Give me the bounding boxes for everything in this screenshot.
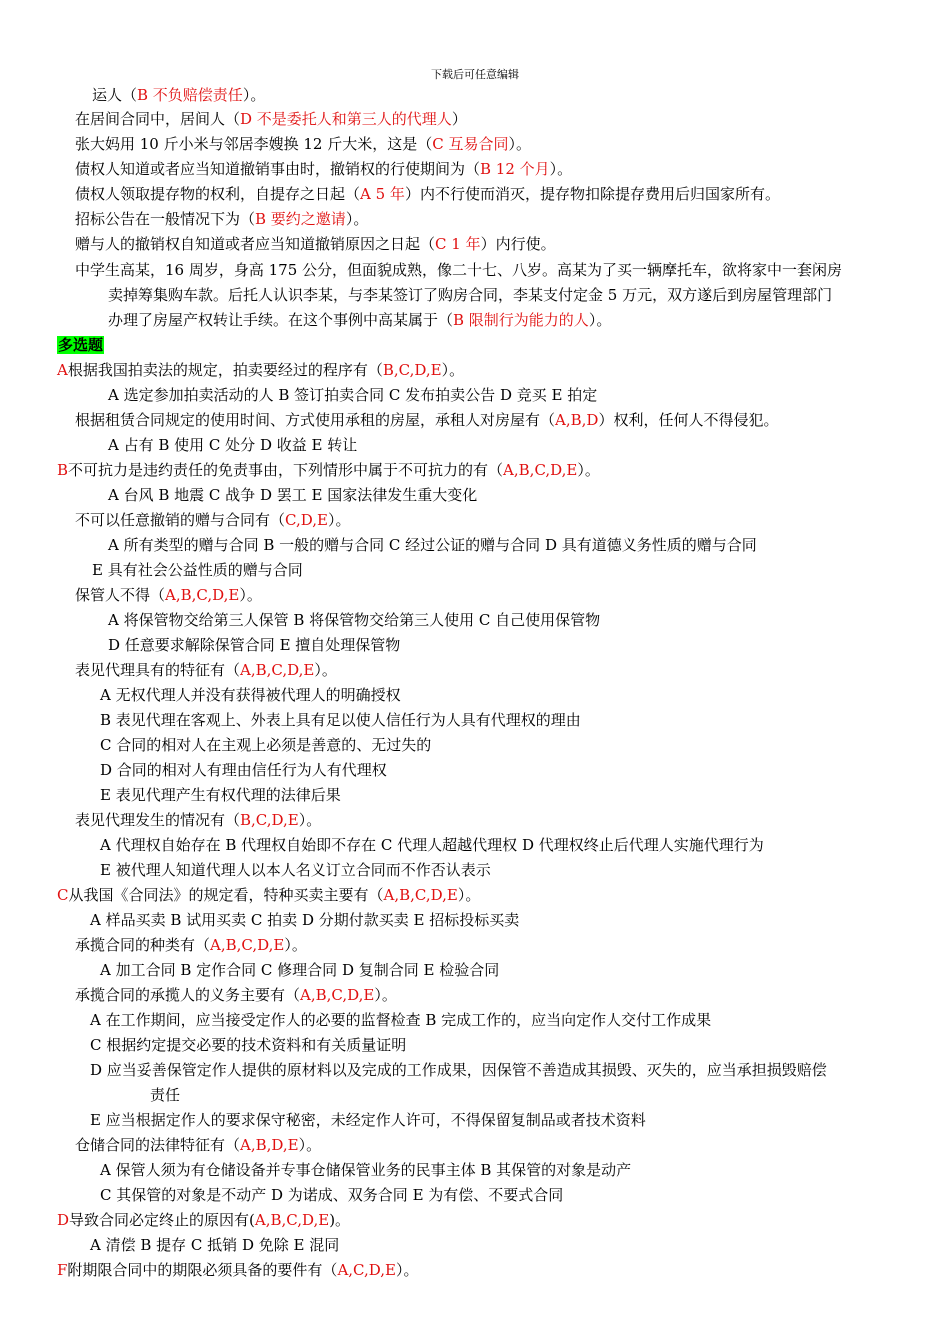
question-text: 保管人不得（ (75, 586, 166, 604)
question-tail: ）。 (298, 1136, 322, 1154)
answer-text: A,C,D,E (337, 1261, 396, 1279)
index-letter: F (57, 1261, 68, 1279)
answer-text: B 不负赔偿责任 (137, 86, 243, 104)
document-line (75, 658, 337, 682)
answer-text: C 互易合同 (432, 135, 509, 153)
document-line (75, 983, 397, 1007)
document-line (108, 308, 611, 332)
question-tail: ）。 (457, 886, 481, 904)
document-line (75, 258, 842, 282)
question-text: 债权人领取提存物的权利，自提存之日起（ (75, 185, 361, 203)
answer-text: A,B,C,D,E (240, 661, 315, 679)
document-line (75, 408, 778, 432)
question-tail: ）。 (242, 86, 266, 104)
question-tail: ） (451, 110, 467, 128)
document-line (75, 157, 572, 181)
question-tail: ）。 (327, 511, 351, 529)
answer-text: B 限制行为能力的人 (453, 311, 589, 329)
document-line (57, 1208, 350, 1232)
answer-text: A,B,C,D,E (165, 586, 240, 604)
line-text: A 将保管物交给第三人保管 B 将保管物交给第三人使用 C 自己使用保管物 (108, 611, 601, 629)
question-text: 承揽合同的承揽人的义务主要有（ (75, 986, 301, 1004)
document-line (90, 1233, 339, 1257)
index-letter: A (57, 361, 68, 379)
document-line (75, 808, 321, 832)
line-text: A 占有 B 使用 C 处分 D 收益 E 转让 (108, 436, 358, 454)
document-line (57, 883, 480, 907)
document-line (75, 933, 307, 957)
question-text: 导致合同必定终止的原因有( (69, 1211, 255, 1229)
answer-text: A,B,D,E (240, 1136, 299, 1154)
index-letter: B (57, 461, 69, 479)
line-text: D 合同的相对人有理由信任行为人有代理权 (100, 761, 387, 779)
question-tail: ）权利，任何人不得侵犯。 (598, 411, 779, 429)
answer-text: A,B,C,D,E (300, 986, 375, 1004)
answer-text: A,B,C,D,E (503, 461, 578, 479)
line-text: A 保管人须为有仓储设备并专事仓储保管业务的民事主体 B 其保管的对象是动产 (100, 1161, 632, 1179)
document-line (90, 908, 519, 932)
document-line (100, 833, 764, 857)
question-tail: ）。 (395, 1261, 419, 1279)
question-tail: ）内不行使而消灭，提存物扣除提存费用后归国家所有。 (404, 185, 780, 203)
document-line (100, 733, 431, 757)
line-text: A 无权代理人并没有获得被代理人的明确授权 (100, 686, 401, 704)
question-text: 根据租赁合同规定的使用时间、方式使用承租的房屋，承租人对房屋有（ (75, 411, 556, 429)
line-text: C 合同的相对人在主观上必须是善意的、无过失的 (100, 736, 432, 754)
document-line (100, 1158, 631, 1182)
document-line (100, 758, 387, 782)
document-line (108, 608, 600, 632)
index-letter: D (57, 1211, 70, 1229)
question-tail: ）。 (298, 811, 322, 829)
document-line (75, 132, 531, 156)
line-text: A 所有类型的赠与合同 B 一般的赠与合同 C 经过公证的赠与合同 D 具有道德义务性质的赠与合同 (108, 536, 757, 554)
document-line (108, 283, 832, 307)
question-text: 办理了房屋产权转让手续。在这个事例中高某属于（ (108, 311, 454, 329)
document-line (90, 1058, 827, 1082)
question-text: 仓储合同的法律特征有（ (75, 1136, 241, 1154)
document-line (75, 583, 262, 607)
document-line (90, 1033, 406, 1057)
question-text: 不可以任意撤销的赠与合同有（ (75, 511, 286, 529)
question-text: 承揽合同的种类有（ (75, 936, 211, 954)
line-text: A 样品买卖 B 试用买卖 C 拍卖 D 分期付款买卖 E 招标投标买卖 (90, 911, 520, 929)
document-line (92, 558, 303, 582)
document-line (75, 107, 467, 131)
index-letter: C (57, 886, 69, 904)
line-text: A 代理权自始存在 B 代理权自始即不存在 C 代理人超越代理权 D 代理权终止后代理人实施代理行为 (100, 836, 764, 854)
document-line (108, 483, 477, 507)
document-line (108, 633, 400, 657)
line-text: 责任 (150, 1086, 181, 1104)
question-text: 不可抗力是违约责任的免责事由，下列情形中属于不可抗力的有（ (68, 461, 504, 479)
question-tail: ）。 (284, 936, 307, 954)
answer-text: B 要约之邀请 (255, 210, 346, 228)
question-text: 表见代理发生的情况有（ (75, 811, 241, 829)
line-text: E 具有社会公益性质的赠与合同 (92, 561, 303, 579)
document-line (75, 182, 780, 206)
line-text: A 台风 B 地震 C 战争 D 罢工 E 国家法律发生重大变化 (108, 486, 478, 504)
document-line (150, 1083, 180, 1107)
question-text: 表见代理具有的特征有（ (75, 661, 241, 679)
document-line (100, 858, 491, 882)
document-line (90, 1108, 646, 1132)
question-text: 附期限合同中的期限必须具备的要件有（ (67, 1261, 338, 1279)
question-tail: )。 (329, 1211, 351, 1229)
question-tail: ）。 (441, 361, 465, 379)
document-line (57, 458, 600, 482)
document-line (75, 207, 368, 231)
question-tail: ）。 (577, 461, 600, 479)
question-text: 运人（ (92, 86, 138, 104)
answer-text: B,C,D,E (382, 361, 442, 379)
question-tail: ）。 (588, 311, 612, 329)
line-text: E 表见代理产生有权代理的法律后果 (100, 786, 341, 804)
section-label: 多选题 (58, 336, 104, 354)
document-line (100, 683, 401, 707)
line-text: C 根据约定提交必要的技术资料和有关质量证明 (90, 1036, 407, 1054)
line-text: A 加工合同 B 定作合同 C 修理合同 D 复制合同 E 检验合同 (100, 961, 500, 979)
page-header: 下载后可任意编辑 (431, 68, 519, 81)
line-text: C 其保管的对象是不动产 D 为诺成、双务合同 E 为有偿、不要式合同 (100, 1186, 564, 1204)
question-text: 赠与人的撤销权自知道或者应当知道撤销原因之日起（ (75, 235, 436, 253)
document-line (108, 433, 357, 457)
document-line (108, 533, 757, 557)
answer-text: A,B,C,D,E (254, 1211, 330, 1229)
question-text: 在居间合同中，居间人（ (75, 110, 241, 128)
answer-text: A 5 年 (360, 185, 405, 203)
answer-text: B 12 个月 (480, 160, 550, 178)
line-text: D 任意要求解除保管合同 E 擅自处理保管物 (108, 636, 401, 654)
line-text: A 选定参加拍卖活动的人 B 签订拍卖合同 C 发布拍卖公告 D 竞买 E 拍定 (108, 386, 598, 404)
document-line (100, 783, 341, 807)
document-line (75, 1133, 321, 1157)
document-line (75, 508, 350, 532)
answer-text: C,D,E (285, 511, 328, 529)
answer-text: A,B,D (555, 411, 599, 429)
answer-text: C 1 年 (435, 235, 481, 253)
document-line (100, 1183, 563, 1207)
document-line (108, 383, 597, 407)
document-line (75, 232, 556, 256)
line-text: E 应当根据定作人的要求保守秘密，未经定作人许可，不得保留复制品或者技术资料 (90, 1111, 646, 1129)
document-line (57, 1258, 418, 1282)
line-text: A 在工作期间，应当接受定作人的必要的监督检查 B 完成工作的，应当向定作人交付工作成果 (90, 1011, 712, 1029)
question-tail: ）。 (508, 135, 532, 153)
question-text: 从我国《合同法》的规定看，特种买卖主要有（ (68, 886, 384, 904)
line-text: 中学生高某，16 周岁，身高 175 公分，但面貌成熟，像二十七、八岁。高某为了买一辆摩托车，欲将家中一套闲房 (75, 261, 843, 279)
document-line (90, 1008, 711, 1032)
line-text: B 表见代理在客观上、外表上具有足以使人信任行为人具有代理权的理由 (100, 711, 581, 729)
document-line (100, 958, 499, 982)
section-heading (57, 333, 104, 357)
answer-text: A,B,C,D,E (210, 936, 285, 954)
line-text: A 清偿 B 提存 C 抵销 D 免除 E 混同 (90, 1236, 340, 1254)
question-text: 根据我国拍卖法的规定，拍卖要经过的程序有（ (67, 361, 383, 379)
document-line (57, 358, 464, 382)
document-line (92, 83, 265, 107)
answer-text: D 不是委托人和第三人的代理人 (240, 110, 452, 128)
line-text: 卖掉筹集购车款。后托人认识李某，与李某签订了购房合同，李某支付定金 5 万元，双方遂后到房屋管理部门 (108, 286, 833, 304)
question-tail: ）。 (345, 210, 369, 228)
line-text: D 应当妥善保管定作人提供的原材料以及完成的工作成果，因保管不善造成其损毁、灭失的，应当承担损毁赔偿 (90, 1061, 827, 1079)
answer-text: A,B,C,D,E (383, 886, 458, 904)
line-text: E 被代理人知道代理人以本人名义订立合同而不作否认表示 (100, 861, 491, 879)
question-text: 招标公告在一般情况下为（ (75, 210, 256, 228)
question-text: 债权人知道或者应当知道撤销事由时，撤销权的行使期间为（ (75, 160, 481, 178)
question-tail: ）。 (314, 661, 337, 679)
question-tail: ）内行使。 (480, 235, 556, 253)
question-text: 张大妈用 10 斤小米与邻居李嫂换 12 斤大米，这是（ (75, 135, 433, 153)
document-line (100, 708, 581, 732)
question-tail: ）。 (239, 586, 262, 604)
answer-text: B,C,D,E (240, 811, 299, 829)
question-tail: ）。 (549, 160, 573, 178)
question-tail: ）。 (374, 986, 397, 1004)
